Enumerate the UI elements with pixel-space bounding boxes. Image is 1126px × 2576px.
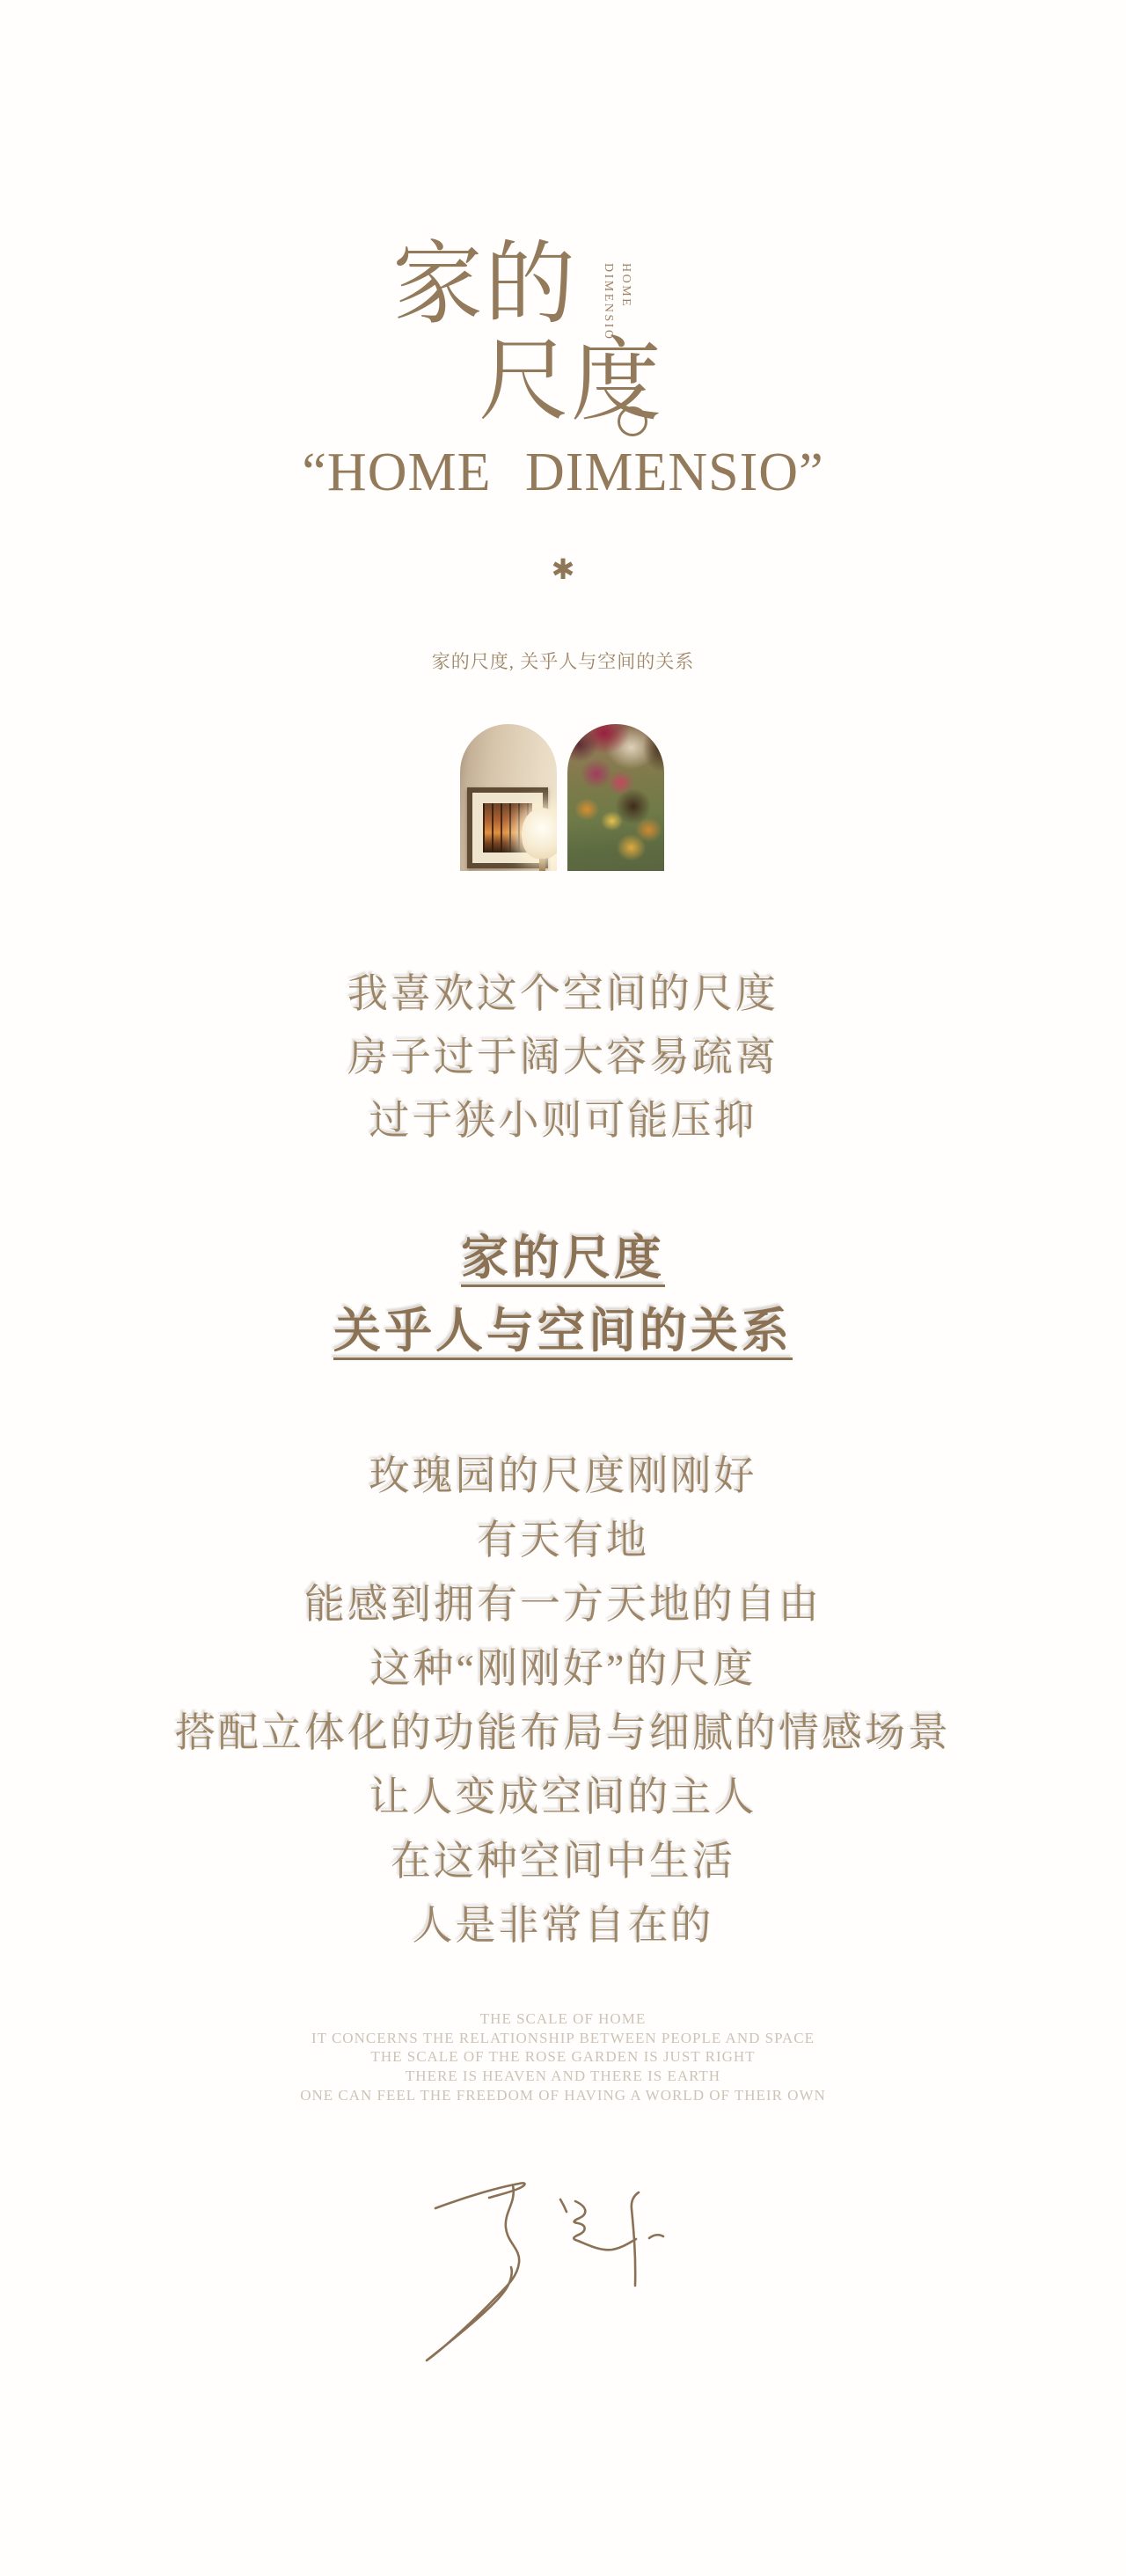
paragraph-line: 搭配立体化的功能布局与细腻的情感场景 [175,1710,951,1755]
paragraph-line: 让人变成空间的主人 [369,1775,757,1819]
page-title-line1: 家的 [392,235,577,335]
paragraph-line: 能感到拥有一方天地的自由 [304,1582,822,1627]
english-translation-block [0,2009,1126,2105]
paragraph-line: 这种“刚刚好”的尺度 [369,1646,757,1691]
headline-line: 家的尺度 [461,1232,665,1284]
paragraph-line: 玫瑰园的尺度刚刚好 [369,1453,757,1498]
english-line: THERE IS HEAVEN AND THERE IS EARTH [405,2067,721,2085]
title-vertical-line1: HOME [619,263,632,309]
paragraph-line: 有天有地 [477,1518,649,1562]
paragraph-line: 房子过于阔大容易疏离 [347,1035,779,1079]
english-line: THE SCALE OF THE ROSE GARDEN IS JUST RIGHT [370,2048,756,2066]
headline-underlined [0,1222,1126,1368]
paragraph-line: 在这种空间中生活 [391,1839,735,1884]
title-period-ring [618,406,647,436]
page-title-line2: 尺度 [479,332,663,432]
star-icon: ✱ [551,553,575,585]
title-vertical-line2: DIMENSIO [602,263,615,341]
lamp-shade [522,808,557,859]
english-quote-title: “HOME DIMENSIO” [302,443,824,502]
headline-line: 关乎人与空间的关系 [333,1305,793,1358]
english-line: ONE CAN FEEL THE FREEDOM OF HAVING A WORLD OF THEIR OWN [300,2086,826,2104]
paragraph-main [0,1444,1126,1958]
interior-photo-arch [460,724,557,871]
english-line: IT CONCERNS THE RELATIONSHIP BETWEEN PEOPLE AND SPACE [311,2029,815,2046]
paragraph-line: 过于狭小则可能压抑 [369,1098,757,1143]
subtitle-caption: 家的尺度, 关乎人与空间的关系 [431,651,695,672]
paragraph-line: 我喜欢这个空间的尺度 [347,971,779,1016]
paragraph-intro [0,962,1126,1153]
paragraph-line: 人是非常自在的 [412,1903,714,1948]
english-line: THE SCALE OF HOME [479,2010,647,2027]
floral-painting-arch [567,724,664,871]
handwritten-signature [413,2155,695,2371]
